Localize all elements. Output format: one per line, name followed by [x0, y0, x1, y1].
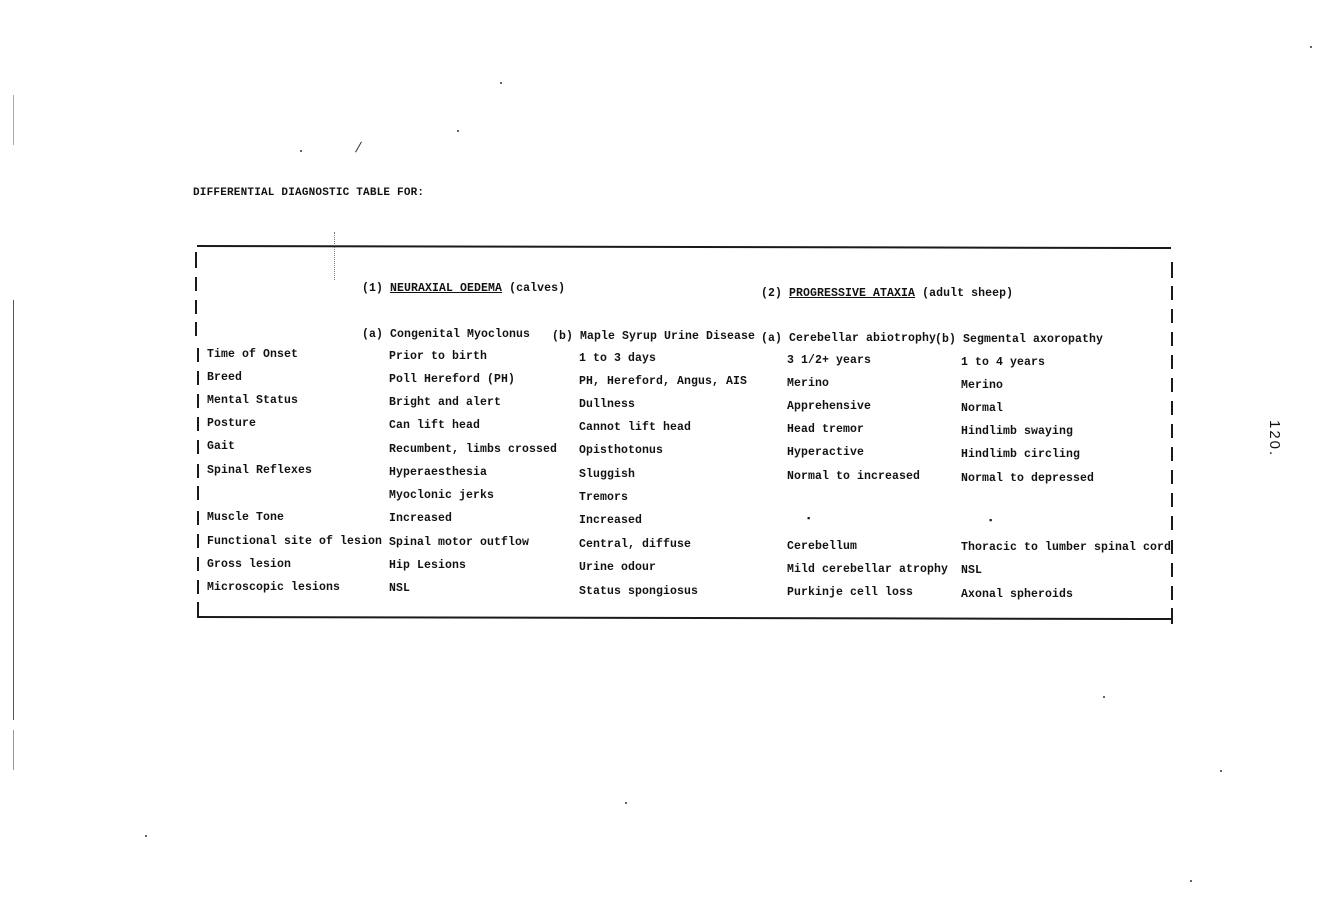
- right-border-tick: [1171, 332, 1173, 346]
- table-cell: Prior to birth: [389, 350, 488, 363]
- scan-speck: [457, 130, 459, 132]
- left-border-tick: [195, 252, 197, 268]
- table-cell: Normal: [961, 402, 1004, 415]
- left-border-tick: [197, 602, 199, 618]
- subtype-name: Congenital Myoclonus: [390, 328, 531, 341]
- table-cell: Hyperactive: [787, 446, 865, 459]
- subtype-header-2a: [761, 332, 936, 346]
- table-cell: Bright and alert: [389, 396, 502, 409]
- table-cell-marker: ▪: [988, 516, 994, 526]
- subtype-name: Segmental axoropathy: [963, 333, 1104, 346]
- scan-speck: [1310, 46, 1312, 48]
- row-label: Breed: [207, 371, 243, 384]
- right-border-tick: [1171, 447, 1173, 461]
- right-border-tick: [1171, 470, 1173, 484]
- right-border-tick: [1171, 586, 1173, 600]
- left-border-tick: [197, 440, 199, 454]
- row-label: Gait: [207, 440, 236, 453]
- table-cell: 3 1/2+ years: [787, 354, 872, 367]
- table-cell: Mild cerebellar atrophy: [787, 563, 949, 576]
- right-border-tick: [1171, 540, 1173, 554]
- table-cell: Apprehensive: [787, 400, 872, 413]
- scan-speck: [1220, 770, 1222, 772]
- row-label: Time of Onset: [207, 348, 299, 361]
- scan-edge-artifact: [13, 95, 14, 145]
- table-cell: NSL: [389, 582, 411, 595]
- subtype-letter: (b): [935, 333, 957, 346]
- right-border-tick: [1171, 493, 1173, 507]
- table-bottom-border: [197, 616, 1171, 620]
- row-label: Gross lesion: [207, 558, 292, 571]
- group-name: NEURAXIAL OEDEMA: [390, 282, 503, 295]
- left-border-tick: [197, 511, 199, 525]
- right-border-tick: [1171, 309, 1173, 323]
- scan-speck: [145, 835, 147, 837]
- subtype-name: Cerebellar abiotrophy: [789, 332, 937, 345]
- left-border-tick: [197, 534, 199, 548]
- left-border-tick: [197, 486, 199, 500]
- table-cell: Sluggish: [579, 468, 636, 481]
- table-cell: Hindlimb circling: [961, 448, 1081, 461]
- scan-speck: [300, 150, 302, 152]
- row-label: Functional site of lesion: [207, 535, 383, 548]
- table-cell: Normal to depressed: [961, 472, 1095, 485]
- left-border-tick: [197, 557, 199, 571]
- table-cell: Hyperaesthesia: [389, 466, 488, 479]
- row-label: Microscopic lesions: [207, 581, 341, 594]
- right-border-tick: [1171, 286, 1173, 300]
- table-cell: Cerebellum: [787, 540, 858, 553]
- row-label: Muscle Tone: [207, 511, 285, 524]
- right-border-tick: [1171, 608, 1173, 624]
- right-border-tick: [1171, 401, 1173, 415]
- table-cell-marker: ▪: [806, 514, 812, 524]
- table-cell: Status spongiosus: [579, 585, 699, 598]
- table-cell: Increased: [389, 512, 453, 525]
- scan-speck: [1103, 696, 1105, 698]
- table-top-border: [197, 245, 1171, 249]
- table-cell: Recumbent, limbs crossed: [389, 443, 558, 456]
- row-label: Mental Status: [207, 394, 299, 407]
- scan-edge-artifact: [13, 300, 14, 720]
- left-border-tick: [197, 371, 199, 385]
- subtype-header-1b: [552, 330, 755, 344]
- row-label: Spinal Reflexes: [207, 464, 313, 477]
- left-border-tick: [197, 394, 199, 408]
- right-border-tick: [1171, 262, 1173, 278]
- subtype-letter: (a): [761, 332, 783, 345]
- table-cell: Opisthotonus: [579, 444, 664, 457]
- table-cell: NSL: [961, 564, 983, 577]
- document-title: DIFFERENTIAL DIAGNOSTIC TABLE FOR:: [193, 187, 425, 199]
- table-cell: Merino: [787, 377, 830, 390]
- right-border-tick: [1171, 563, 1173, 577]
- table-cell: Urine odour: [579, 561, 657, 574]
- subtype-header-2b: [935, 333, 1103, 347]
- subtype-name: Maple Syrup Urine Disease: [580, 330, 756, 343]
- group-qualifier: (adult sheep): [922, 287, 1014, 300]
- subtype-letter: (b): [552, 330, 574, 343]
- table-cell: Poll Hereford (PH): [389, 373, 516, 386]
- group-name: PROGRESSIVE ATAXIA: [789, 287, 916, 300]
- table-cell: Tremors: [579, 491, 629, 504]
- table-cell: Purkinje cell loss: [787, 586, 914, 599]
- scan-edge-artifact: [13, 730, 14, 770]
- left-border-tick: [195, 322, 197, 336]
- subtype-letter: (a): [362, 328, 384, 341]
- group-number: (2): [761, 287, 783, 300]
- table-cell: 1 to 3 days: [579, 352, 657, 365]
- table-cell: Hindlimb swaying: [961, 425, 1074, 438]
- table-cell: PH, Hereford, Angus, AIS: [579, 375, 748, 388]
- column-divider-mark: [334, 232, 335, 280]
- table-cell: Central, diffuse: [579, 538, 692, 551]
- group-number: (1): [362, 282, 384, 295]
- right-border-tick: [1171, 378, 1173, 392]
- table-cell: Cannot lift head: [579, 421, 692, 434]
- table-cell: 1 to 4 years: [961, 356, 1046, 369]
- row-label: Posture: [207, 417, 257, 430]
- table-cell: Hip Lesions: [389, 559, 467, 572]
- table-cell: Dullness: [579, 398, 636, 411]
- table-cell: Merino: [961, 379, 1004, 392]
- left-border-tick: [197, 348, 199, 362]
- left-border-tick: [195, 300, 197, 314]
- table-cell: Can lift head: [389, 419, 481, 432]
- table-cell: Increased: [579, 514, 643, 527]
- right-border-tick: [1171, 516, 1173, 530]
- right-border-tick: [1171, 424, 1173, 438]
- scan-speck: [1190, 880, 1192, 882]
- table-cell: Spinal motor outflow: [389, 536, 530, 549]
- group-header-1: [362, 282, 565, 296]
- scan-speck: [500, 82, 502, 84]
- right-border-tick: [1171, 355, 1173, 369]
- table-cell: Thoracic to lumber spinal cord: [961, 541, 1172, 554]
- scan-speck: [625, 802, 627, 804]
- table-cell: Myoclonic jerks: [389, 489, 495, 502]
- table-cell: Normal to increased: [787, 470, 921, 483]
- subtype-header-1a: [362, 328, 530, 342]
- page-number: 120.: [1266, 420, 1283, 458]
- left-border-tick: [197, 580, 199, 594]
- table-cell: Axonal spheroids: [961, 588, 1074, 601]
- left-border-tick: [197, 417, 199, 431]
- group-qualifier: (calves): [509, 282, 566, 295]
- table-cell: Head tremor: [787, 423, 865, 436]
- scan-mark: [355, 142, 362, 153]
- left-border-tick: [195, 277, 197, 291]
- group-header-2: [761, 287, 1013, 301]
- left-border-tick: [197, 464, 199, 478]
